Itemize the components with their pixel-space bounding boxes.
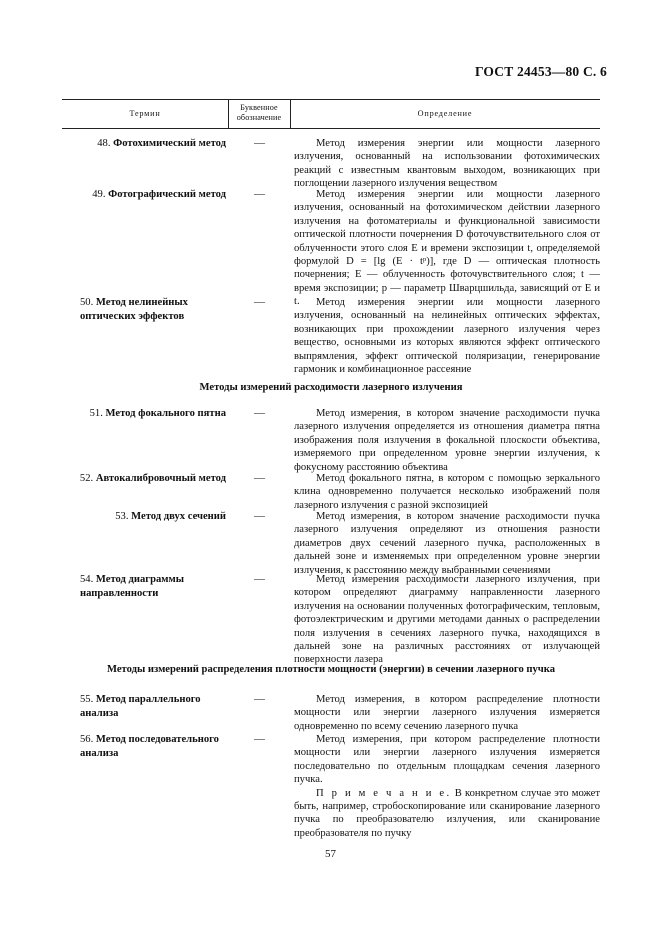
definition-text: Метод измерения, в котором распределение плотности мощности или энергии лазерного излучения измеряется одновременно по всему сечению лазерного пучка [294, 694, 600, 732]
term-number: 55. [80, 694, 94, 705]
definition-50 [294, 296, 600, 376]
column-header-symbol-line1: Буквенное [240, 103, 278, 112]
term-number: 50. [80, 297, 94, 308]
term-56 [80, 733, 226, 760]
note-paragraph [294, 787, 600, 841]
term-54 [80, 573, 226, 600]
table-top-rule [62, 99, 600, 100]
symbol-56: — [254, 733, 265, 745]
term-name: Автокалибровочный метод [95, 473, 226, 484]
term-name: Метод параллельного анализа [80, 694, 201, 719]
definition-48 [294, 137, 600, 191]
term-number: 53. [115, 511, 129, 522]
note-label: П р и м е ч а н и е. [316, 787, 452, 799]
term-52 [62, 472, 226, 486]
term-name: Метод последовательного анализа [80, 734, 219, 759]
definition-54 [294, 573, 600, 667]
term-number: 52. [79, 473, 94, 484]
symbol-50: — [254, 296, 265, 308]
definition-56 [294, 733, 600, 840]
section-title-divergence: Методы измерений расходимости лазерного излучения [199, 382, 463, 393]
term-48 [62, 137, 226, 151]
term-number: 48. [97, 138, 111, 149]
term-name: Метод диаграммы направленности [80, 574, 184, 599]
definition-53 [294, 510, 600, 577]
definition-text: Метод фокального пятна, в котором с помощью зеркального клина одновременно получается несколько изображений поля лазерного излучения с разной экспозицией [294, 473, 600, 511]
term-number: 49. [92, 189, 106, 200]
symbol-52: — [254, 472, 265, 484]
term-name: Фотохимический метод [113, 138, 226, 149]
definition-text: Метод измерения расходимости лазерного излучения, при котором определяют диаграмму направленности лазерного излучения на основании полученных фотографическим, тепловым, фотоэлектрическим и другими методами данных о распределении поля излучения в сечениях лазерного пучка, находящихся в дальней зоне на различных расстояниях от излучающей поверхности лазера [294, 574, 600, 666]
definition-text: Метод измерения энергии или мощности лазерного излучения, основанный на использовании фотохимических реакций с известным квантовым выходом, возникающих при поглощении лазерного излучения веществом [294, 138, 600, 190]
term-name: Метод фокального пятна [105, 408, 226, 419]
definition-55 [294, 693, 600, 733]
term-name: Фотографический метод [108, 189, 226, 200]
term-number: 51. [89, 408, 103, 419]
term-55 [80, 693, 226, 720]
term-number: 56. [80, 734, 94, 745]
definition-text: Метод измерения энергии или мощности лазерного излучения, основанный на фотохимическом действии лазерного излучения на фотоматериалы и функциональной зависимости оптической плотности почернения D фоточувствительного слоя от облученности этого слоя E и времени экспозиции t, определяемой формулой D = [lg (E · tᵖ)], где D — оптическая плотность почернения; E — облученность фоточувствительного слоя; t — время экспозиции; p — параметр Шварцшильда, зависящий от E и t. [294, 189, 600, 308]
symbol-51: — [254, 407, 265, 419]
term-name: Метод двух сечений [131, 511, 226, 522]
symbol-48: — [254, 137, 265, 149]
definition-51 [294, 407, 600, 474]
term-number: 54. [80, 574, 94, 585]
column-header-symbol [228, 103, 290, 123]
symbol-53: — [254, 510, 265, 522]
symbol-54: — [254, 573, 265, 585]
column-header-term: Термин [129, 109, 161, 118]
symbol-49: — [254, 188, 265, 200]
term-49 [62, 188, 226, 202]
note-text: В конкретном случае это может быть, например, стробоскопирование или сканирование лазерного пучка по преобразователю излучения, или сканирование преобразователя по пучку [294, 787, 601, 839]
definition-text: Метод измерения, при котором распределение плотности мощности или энергии лазерного излучения измеряется последовательно по отдельным площадкам сечения лазерного пучка. [294, 734, 600, 786]
table-header-rule [62, 128, 600, 129]
symbol-55: — [254, 693, 265, 705]
standard-header: ГОСТ 24453—80 С. 6 [474, 64, 607, 79]
term-51 [62, 407, 226, 421]
section-title-power-distribution: Методы измерений распределения плотности мощности (энергии) в сечении лазерного пучка [106, 664, 556, 675]
page-number: 57 [325, 848, 336, 860]
definition-text: Метод измерения энергии или мощности лазерного излучения, основанный на нелинейных оптических эффектах, возникающих при прохождении лазерного излучения через вещество, основными из которых являются эффект оптического выпрямления, эффект оптической поляризации, генерирование гармоник и комбинационное рассеяние [294, 297, 600, 376]
term-50 [80, 296, 226, 323]
definition-49 [294, 188, 600, 309]
column-header-definition: Определение [417, 109, 473, 118]
column-header-symbol-line2: обозначение [236, 113, 282, 122]
definition-text: Метод измерения, в котором значение расходимости пучка лазерного излучения определяется из отношения диаметра пятна изображения поля излучения в фокальной плоскости объектива, измеряемого при определенном уровне энергии излучения, к фокусному расстоянию объектива [294, 408, 600, 473]
definition-text: Метод измерения, в котором значение расходимости пучка лазерного излучения определяют из отношения разности диаметров двух сечений лазерного пучка, расположенных в дальней зоне и изменяемых при определенном уровне энергии излучения, к расстоянию между выбранными сечениями [294, 511, 600, 576]
term-name: Метод нелинейных оптических эффектов [80, 297, 188, 322]
term-53 [62, 510, 226, 524]
definition-52 [294, 472, 600, 512]
